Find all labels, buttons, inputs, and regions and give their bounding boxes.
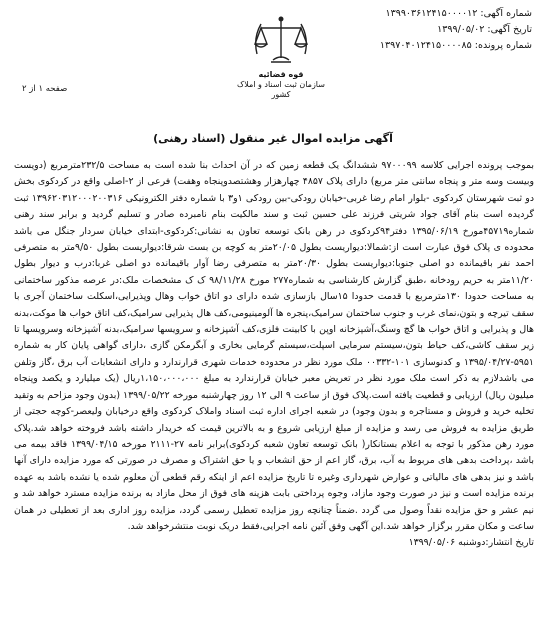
scales-emblem-icon: [251, 14, 311, 70]
judiciary-emblem: [236, 14, 326, 106]
notice-date: تاریخ آگهی: ۱۳۹۹/۰۵/۰۲: [437, 24, 532, 35]
notice-body-text: بموجب پرونده اجرایی کلاسه ۹۷۰۰۰۹۹ ششدانگ یک قطعه زمین که در آن احداث بنا شده است به مساحت ۲۳۲/۵مترمربع (دویست وبیست وسه متر و پنجاه سانتی متر مربع) دارای پلاک ۴۸۵۷ چهارهزار وهشتصدوپنجاه وهفت) فرعی از ۲-اصلی واقع در کردکوی بخش دو ثبت شهرستان کردکوی -بلوار امام رضا غربی-خیابان رودکی-بین رودکی ۱و۳ با شماره دفتر الکترونیکی ۱۳۹۶۲۰۳۱۲۰۰۰۲۰۰۳۱۶ ثبت گردیده است بنام آقای جواد شریتی فرزند علی حسین ثبت و سند مالکیت بنام نامبرده صادر و تسلیم گردید و برابر سند رهنی شماره۴۵۷۱۹مورخ ۱۳۹۵/۰۶/۱۹ دفتر۹۴کردکوی در رهن بانک توسعه تعاون به نشانی:کردکوی-ابتدای خیابان سردار جنگل می باشد محدوده ی پلاک فوق عبارت است از:شمالا:دیواریست بطول ۲۰/۰۵متر به کوچه بن بست شرقا:دیواریست بطول ۹/۵۰متر به متصرفی احمد نفر باقیمانده دو اصلی جنوبا:دیواریست بطول ۲۰/۳۰متر به متصرفی رضا آوار باقیمانده دو اصلی غربا:درب و دیوار بطول ۱۱/۲۰متر به حریم رودخانه ،طبق گزارش کارشناسی به شماره۲۷۷ مورخ ۹۸/۱۱/۲۸ ک ک مشخصات ملک:در عرصه مذکور ساختمانی به مساحت حدودا ۱۳۰مترمربع با قدمت حدودا ۱۵سال بازسازی شده دارای دو اتاق خواب وهال وپذیرایی،اسکلت ساختمان آجری با سقف تیرچه و بتون،نمای غرب و جنوب ساختمان سرامیک،پنجره ها آلومینیومی،کف هال پذیرایی سرامیک،کف اتاق خواب ها موکت،بدنه هال و پذیرایی و اتاق خواب ها گچ وسنگ،آشپزخانه اوپن با کابینت فلزی،کف آشپزخانه و سرویسها سرامیک،بدنه آشپزخانه وسرویسها تا زیر سقف کاشی،کف حیاط بتون،سیستم سرمایی اسپلت،سیستم گرمایی بخاری و آبگرمکن گازی ،دارای گواهی پایان کار به شماره ۵۹۵۱-۱۳۹۵/۰۴/۲۷ و کدنوسازی ۱۰۱-۰۰۳۳۲ ملک مورد نظر در محدوده خدمات شهری قرارندارد و دارای انشعابات آب برق ،گاز وتلفن می باشدلازم به ذکر است ملک مورد نظر در تعریض معبر خیابان قرارندارد به مبلغ ۱،۱۵۰،۰۰۰،۰۰۰ریال (یک میلیارد و یکصد وپنجاه میلیون ریال) ارزیابی و قطعیت یافته است.پلاک فوق از ساعت ۹ الی ۱۲ روز چهارشنبه مورخه ۱۳۹۹/۰۵/۲۲ (بدون وجود مزاحم به وتقید تخلیه خرید و فروش و مستاجره و بدون وجود) در شعبه اجرای اداره ثبت اسناد واملاک کردکوی واقع درخیابان ولیعصر-کوچه حجتی از طریق مزایده به فروش می رسد و مزایده از مبلغ ارزیابی شروع و به بالاترین قیمت که خریدار داشته باشد فروخته خواهد شد.پلاک مورد رهن مذکور با توجه به اعلام بستانکار( بانک توسعه تعاون شعبه کردکوی)برابر نامه ۲۷-۲۱۱۱ مورخه ۱۳۹۹/۰۴/۱۵ فاقد بیمه می باشد ،پرداخت بدهی های مربوط به آب، برق، گاز اعم از حق انشعاب و یا حق اشتراک و مصرف در صورتی که مورد مزایده دارای آنها باشد و نیز بدهی های مالیاتی و عوارض شهرداری وغیره تا تاریخ مزایده اعم از اینکه رقم قطعی آن معلوم شده یا نشده باشد به عهده برنده مزایده است و نیز در صورت وجود مازاد، وجوه پرداختی بابت هزینه های فوق از محل مازاد به برنده مزایده مسترد خواهد شد و نیم عشر و حق مزایده نقداً وصول می گردد .ضمناً چنانچه روز مزایده تعطیل رسمی گردد، مزایده روز اداری بعد از تعطیلی در همان ساعت و مکان مقرر برگزار خواهد شد.این آگهی وفق آئین نامه اجرایی،فقط دریک نوبت منتشرخواهد شد.: [14, 160, 535, 532]
org-name-registry: سازمان ثبت اسناد و املاک کشور: [237, 80, 325, 99]
file-number: شماره پرونده: ۱۳۹۷۰۴۰۱۲۴۱۵۰۰۰۰۸۵: [379, 40, 532, 51]
org-name-judiciary: قوه قضائیه: [258, 70, 304, 79]
page-indicator: صفحه ۱ از ۲: [22, 84, 68, 94]
notice-title: آگهی مزایده اموال غیر منقول (اسناد رهنی): [153, 132, 393, 145]
notice-meta: [292, 6, 532, 54]
notice-number: شماره آگهی: ۱۳۹۹۰۳۶۱۲۴۱۵۰۰۰۰۱۲: [385, 8, 532, 19]
publish-date: تاریخ انتشار:دوشنبه ۱۳۹۹/۰۵/۰۶: [408, 537, 534, 549]
notice-body: [14, 158, 534, 552]
